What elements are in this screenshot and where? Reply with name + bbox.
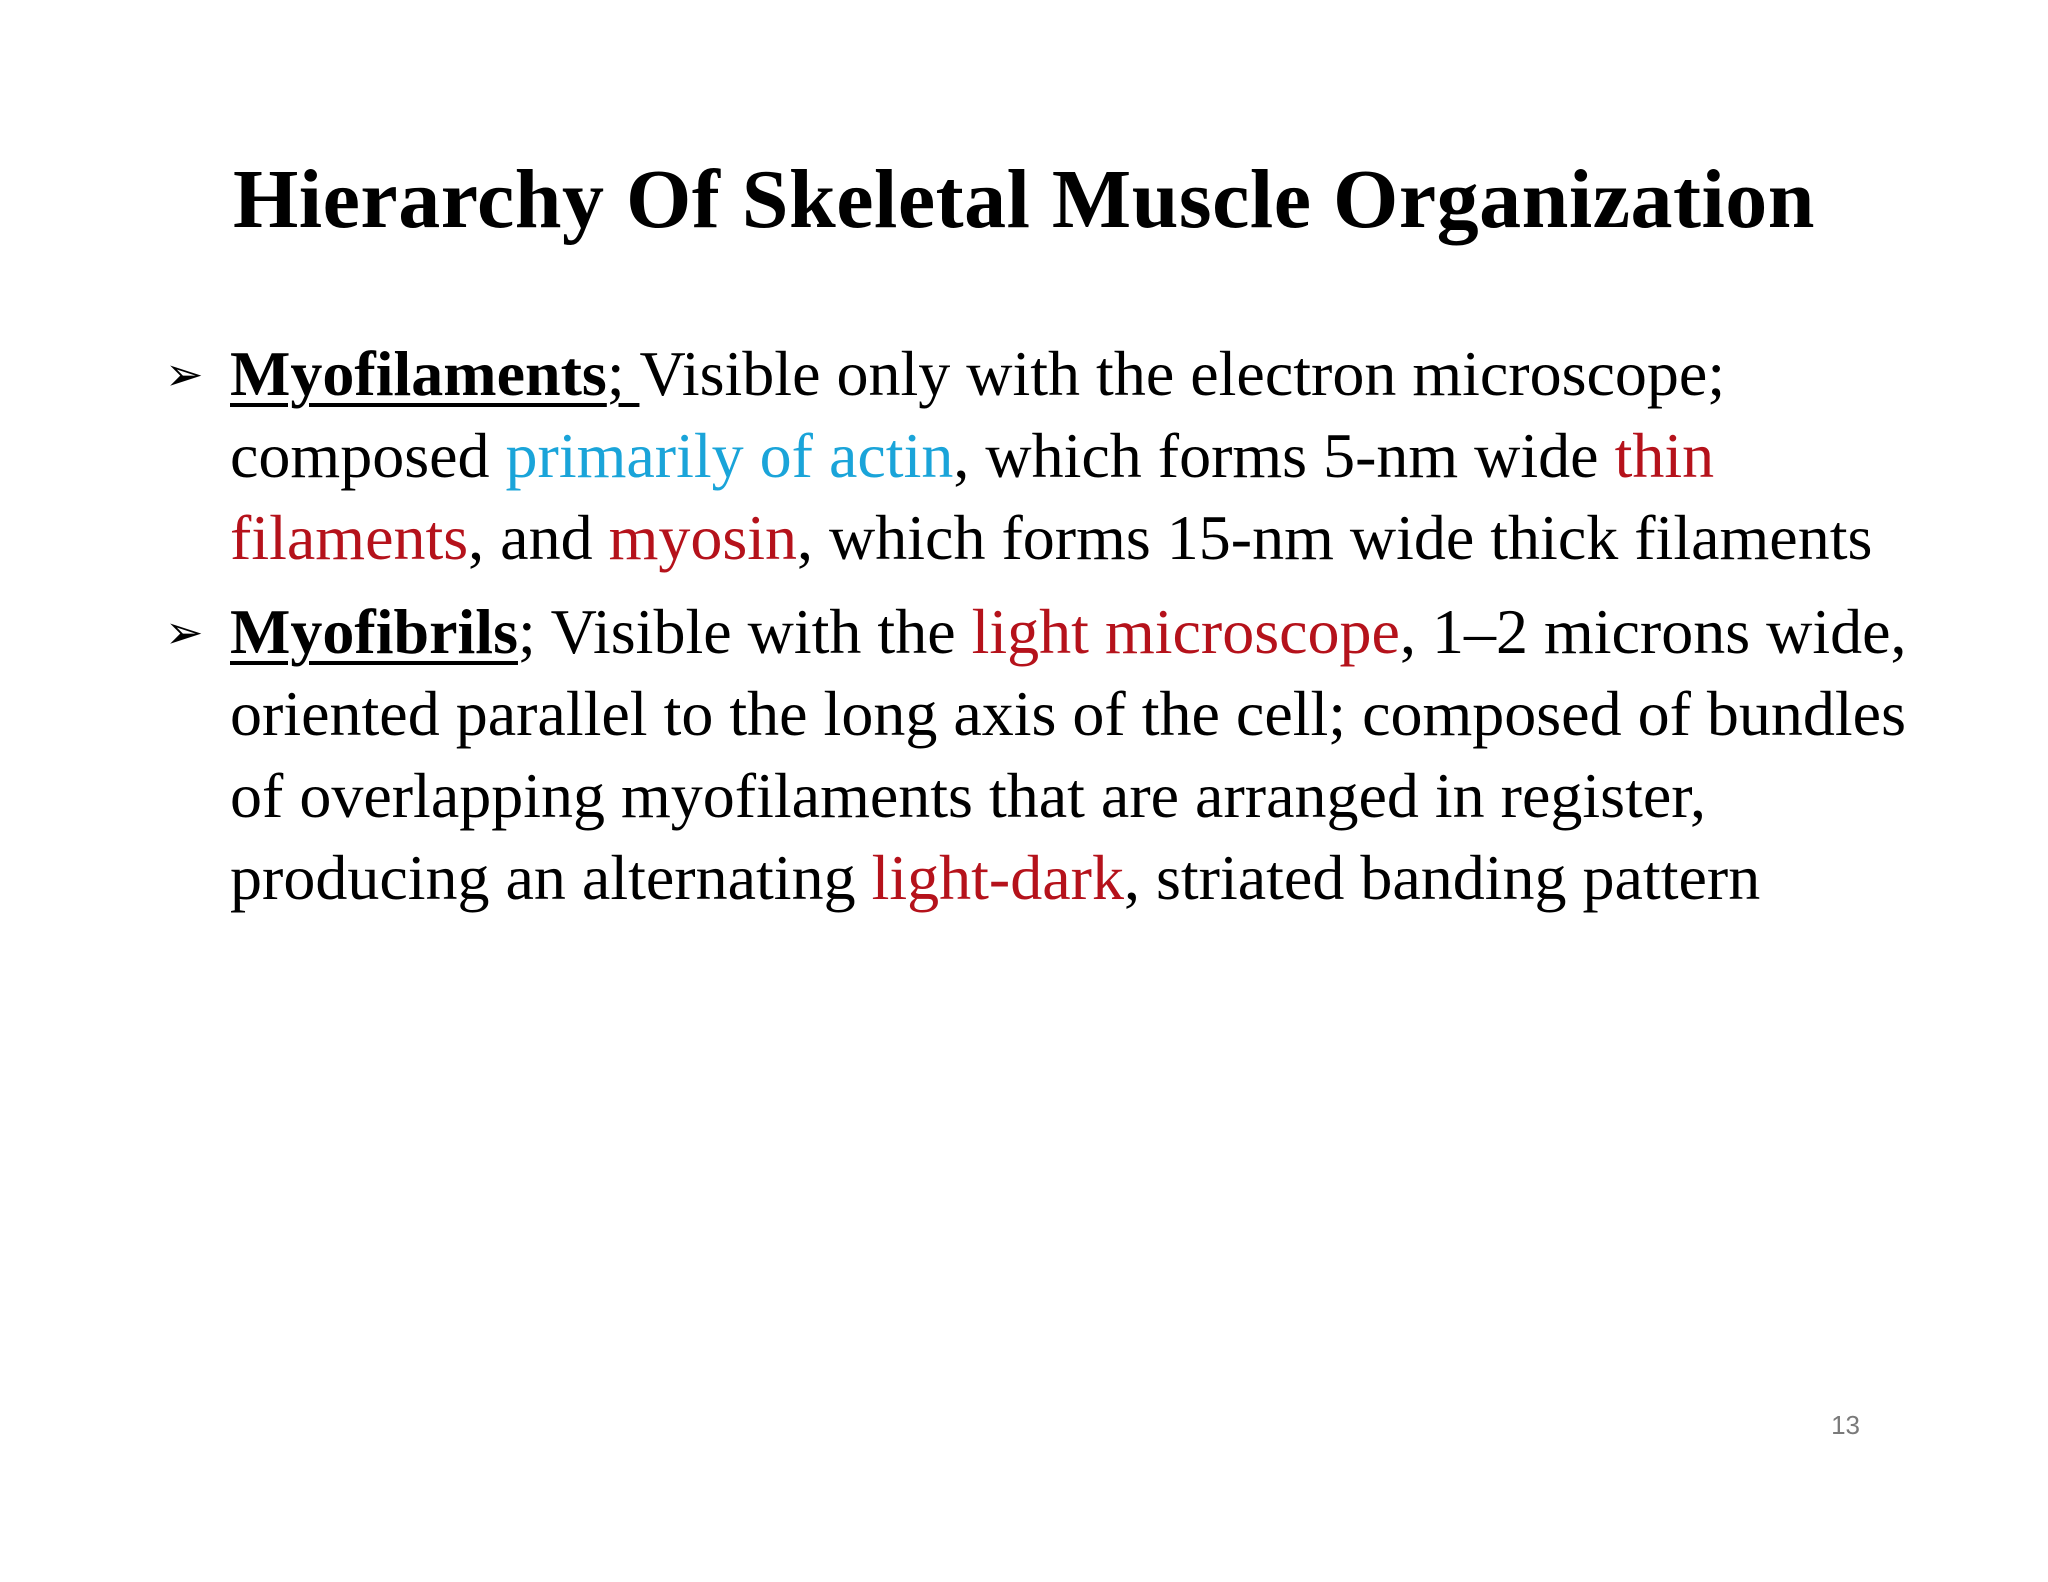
bullet-text: Visible with the <box>535 596 972 667</box>
highlight-red-text: light microscope <box>971 596 1400 667</box>
term-separator: ; <box>606 338 640 409</box>
highlight-red-text: light-dark <box>871 842 1124 913</box>
term-myofilaments: Myofilaments <box>230 338 607 409</box>
bullet-text: , 1–2 microns wide, oriented parallel to the long axis of the cell; composed of bundles of overlapping myofilaments that are arranged in register, producing an alternating <box>230 596 1907 913</box>
term-myofibrils: Myofibrils <box>230 596 518 667</box>
bullet-myofibrils <box>165 591 1925 919</box>
bullet-text: , and <box>468 502 609 573</box>
arrowhead-bullet-icon: ➢ <box>165 347 204 401</box>
bullet-list <box>165 333 1925 919</box>
highlight-red-text: myosin <box>608 502 798 573</box>
bullet-myofilaments <box>165 333 1925 579</box>
highlight-red-text: thin filaments <box>230 420 1715 573</box>
bullet-text: Visible only with the electron microscope; composed <box>230 338 1726 491</box>
term-separator: ; <box>517 596 536 667</box>
arrowhead-bullet-icon: ➢ <box>165 605 204 659</box>
bullet-text: , striated banding pattern <box>1123 842 1761 913</box>
highlight-blue-text: primarily of actin <box>505 420 954 491</box>
slide-title: Hierarchy Of Skeletal Muscle Organization <box>232 153 1816 246</box>
page-number: 13 <box>1831 1410 1860 1440</box>
bullet-text: , which forms 5-nm wide <box>953 420 1615 491</box>
bullet-text: , which forms 15-nm wide thick filaments <box>797 502 1873 573</box>
